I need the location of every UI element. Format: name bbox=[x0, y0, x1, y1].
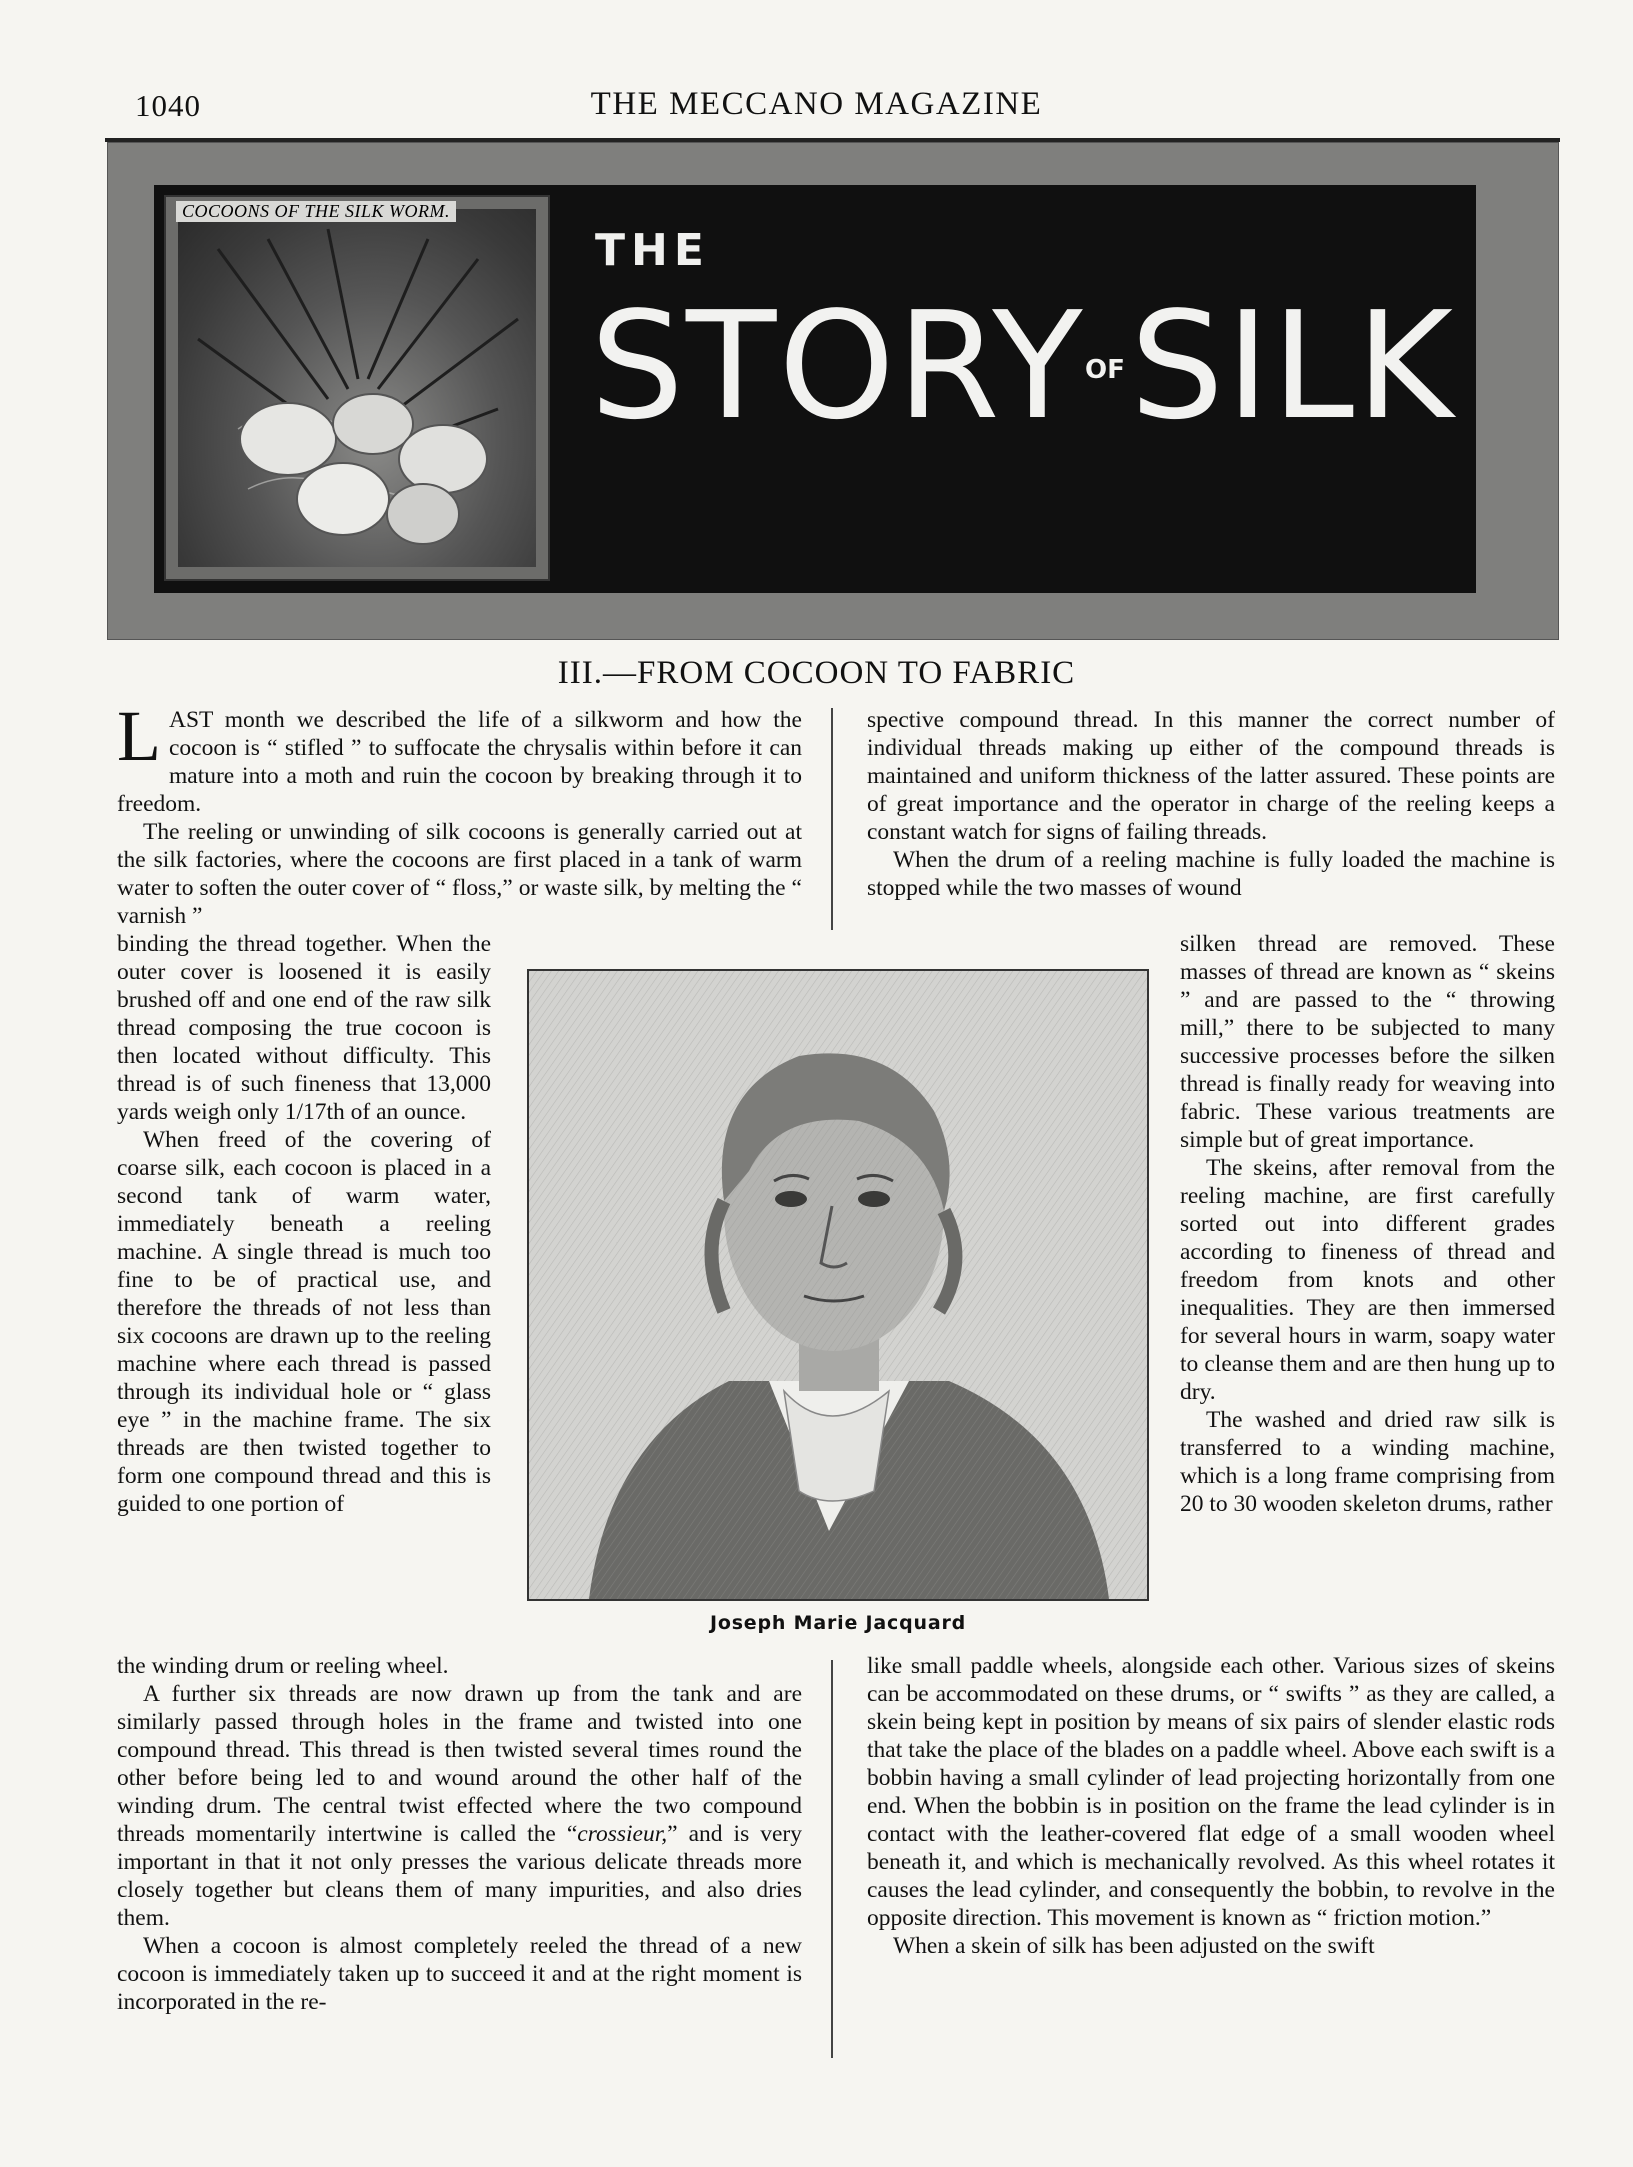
title-banner bbox=[107, 142, 1559, 640]
banner-word-of: OF bbox=[1085, 355, 1125, 385]
portrait-caption: Joseph Marie Jacquard bbox=[709, 1612, 967, 1634]
magazine-title: THE MECCANO MAGAZINE bbox=[590, 86, 1043, 122]
banner-word-story: STORY bbox=[590, 280, 1085, 452]
cocoon-drawing bbox=[178, 209, 536, 567]
right-column-bottom bbox=[867, 1652, 1555, 1960]
column-rule-bottom bbox=[831, 1660, 833, 2058]
paragraph-3-side: When freed of the covering of coarse silk, each cocoon is placed in a second tank of warm water, immediately beneath a reeling machine. A single thread is much too fine to be of practical use, and therefore the threads of not less than six cocoons are drawn up to the reeling machine where each thread is passed through its individual hole or “ glass eye ” in the machine frame. The six threads are then twisted together to form one compound thread and this is guided to one portion of bbox=[117, 1127, 491, 1517]
cocoon-photo bbox=[178, 209, 536, 567]
paragraph-4: A further six threads are now drawn up from the tank and are similarly passed through holes in the frame and twisted into one compound thread. This thread is then twisted several times round the other before being led to and wound around the other half of the winding drum. The central twist effected where the two compound threads momentarily intertwine is called the “crossieur,” and is very important in that it not only presses the various delicate threads more closely together but cleans them of many impurities, and also dries them. bbox=[117, 1681, 802, 1931]
right-paragraph-4-side: The washed and dried raw silk is transferred to a winding machine, which is a long frame comprising from 20 to 30 wooden skeleton drums, rather bbox=[1180, 1407, 1555, 1517]
paragraph-1-text: AST month we described the life of a silkworm and how the cocoon is “ stifled ” to suffocate the chrysalis within before it can mature into a moth and ruin the cocoon by breaking through it to freedom. bbox=[117, 707, 802, 817]
paragraph-5: When a cocoon is almost completely reeled the thread of a new cocoon is immediately taken up to succeed it and at the right moment is incorporated in the re- bbox=[117, 1933, 802, 2015]
right-column-top bbox=[867, 706, 1555, 902]
jacquard-portrait bbox=[527, 969, 1149, 1601]
article-subtitle: III.—FROM COCOON TO FABRIC bbox=[557, 655, 1076, 691]
right-paragraph-1: spective compound thread. In this manner the correct number of individual threads making up either of the compound threads is maintained and uniform thickness of the latter assured. These points are of great importance and the operator in charge of the reeling keeps a constant watch for signs of failing threads. bbox=[867, 707, 1555, 845]
page-number: 1040 bbox=[135, 88, 201, 123]
left-column-top bbox=[117, 696, 802, 930]
cocoon-caption: COCOONS OF THE SILK WORM. bbox=[176, 201, 456, 222]
left-column-bottom bbox=[117, 1652, 802, 2016]
portrait-engraving bbox=[529, 971, 1147, 1599]
banner-word-the: THE bbox=[595, 225, 710, 276]
drop-cap: L bbox=[117, 696, 161, 776]
right-paragraph-2-side: silken thread are removed. These masses of thread are known as “ skeins ” and are passed to the “ throwing mill,” there to be subjected to many successive processes before the silken thread is finally ready for weaving into fabric. These various treatments are simple but of great importance. bbox=[1180, 931, 1555, 1153]
paragraph-2-side: binding the thread together. When the outer cover is loosened it is easily brushed off and one end of the raw silk thread composing the true cocoon is then located without difficulty. This thread is of such fineness that 13,000 yards weigh only 1/17th of an ounce. bbox=[117, 931, 491, 1125]
right-paragraph-3-side: The skeins, after removal from the reeling machine, are first carefully sorted out into different grades according to fineness of thread and freedom from knots and other inequalities. They are then immersed for several hours in warm, soapy water to cleanse them and are then hung up to dry. bbox=[1180, 1155, 1555, 1405]
banner-word-silk: SILK bbox=[1130, 280, 1456, 452]
paragraph-1 bbox=[117, 696, 802, 818]
paragraph-2-top: The reeling or unwinding of silk cocoons is generally carried out at the silk factories, where the cocoons are first placed in a tank of warm water to soften the outer cover of “ floss,” or waste silk, by melting the “ varnish ” bbox=[117, 819, 802, 929]
right-paragraph-2-top: When the drum of a reeling machine is fully loaded the machine is stopped while the two masses of wound bbox=[867, 847, 1555, 901]
crossieur-term: crossieur, bbox=[577, 1821, 668, 1847]
right-paragraph-5: When a skein of silk has been adjusted on the swift bbox=[893, 1933, 1375, 1959]
right-paragraph-4-bottom: like small paddle wheels, alongside each other. Various sizes of skeins can be accommodated on these drums, or “ swifts ” as they are called, a skein being kept in position by means of six pairs of slender elastic rods that take the place of the blades on a paddle wheel. Above each swift is a bobbin having a small cylinder of lead projecting horizontally from one end. When the bobbin is in position on the frame the lead cylinder is in contact with the leather-covered flat edge of a small wooden wheel beneath it, and which is mechanically revolved. As this wheel rotates it causes the lead cylinder, and consequently the bobbin, to revolve in the opposite direction. This movement is known as “ friction motion.” bbox=[867, 1653, 1555, 1931]
left-column-side bbox=[117, 930, 491, 1518]
column-rule-top bbox=[831, 708, 833, 930]
cocoon-illustration bbox=[164, 195, 550, 581]
paragraph-3-bottom: the winding drum or reeling wheel. bbox=[117, 1653, 449, 1679]
right-column-side bbox=[1180, 930, 1555, 1518]
